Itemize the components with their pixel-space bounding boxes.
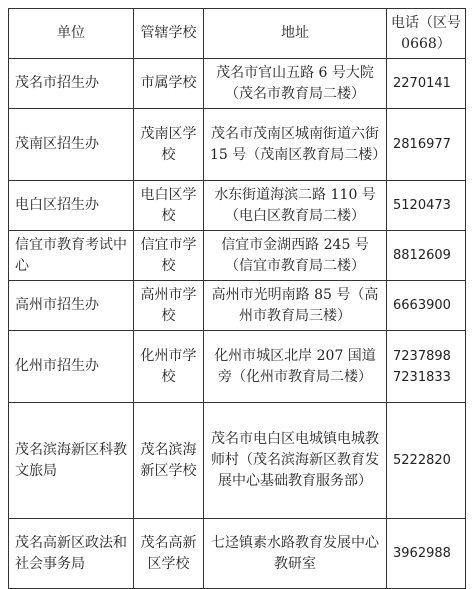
school-cell: 茂名高新区学校 <box>134 519 204 589</box>
phone-cell <box>387 403 466 519</box>
unit-cell: 信宜市教育考试中心 <box>9 231 134 281</box>
table-row <box>9 403 466 519</box>
address-cell: 茂名市茂南区城南街道六街 15 号（茂南区教育局二楼） <box>204 109 387 181</box>
address-cell: 七迳镇素水路教育发展中心教研室 <box>204 519 387 589</box>
unit-cell: 电白区招生办 <box>9 181 134 231</box>
table-row <box>9 519 466 589</box>
address-cell: 高州市光明南路 85 号（高州市教育局三楼） <box>204 281 387 331</box>
phone-number: 7237898 <box>393 348 451 364</box>
phone-number: 5120473 <box>393 198 451 213</box>
table-row <box>9 231 466 281</box>
table-row <box>9 59 466 109</box>
phone-number: 8812609 <box>393 248 451 263</box>
phone-cell <box>387 181 466 231</box>
recruitment-office-table <box>8 8 466 589</box>
table-row <box>9 109 466 181</box>
phone-cell <box>387 519 466 589</box>
phone-number: 6663900 <box>393 298 451 313</box>
table-row <box>9 181 466 231</box>
school-cell: 茂南区学校 <box>134 109 204 181</box>
school-cell: 高州市学校 <box>134 281 204 331</box>
phone-cell <box>387 281 466 331</box>
unit-cell: 茂名高新区政法和社会事务局 <box>9 519 134 589</box>
unit-cell: 化州市招生办 <box>9 331 134 403</box>
phone-cell <box>387 231 466 281</box>
table-row <box>9 331 466 403</box>
phone-number: 5222820 <box>393 453 451 468</box>
phone-cell <box>387 331 466 403</box>
header-phone: 电话（区号 0668） <box>387 9 466 59</box>
address-cell: 茂名市官山五路 6 号大院（茂名市教育局二楼） <box>204 59 387 109</box>
header-address: 地址 <box>204 9 387 59</box>
table-row <box>9 281 466 331</box>
phone-cell <box>387 59 466 109</box>
school-cell: 茂名滨海新区学校 <box>134 403 204 519</box>
unit-cell: 高州市招生办 <box>9 281 134 331</box>
unit-cell: 茂名滨海新区科教文旅局 <box>9 403 134 519</box>
school-cell: 化州市学校 <box>134 331 204 403</box>
address-cell: 茂名市电白区电城镇电城教师村（茂名滨海新区教育发展中心基础教育服务部） <box>204 403 387 519</box>
unit-cell: 茂南区招生办 <box>9 109 134 181</box>
unit-cell: 茂名市招生办 <box>9 59 134 109</box>
phone-number: 3962988 <box>393 546 451 561</box>
phone-number: 7231833 <box>393 369 451 385</box>
phone-number: 2816977 <box>393 137 451 152</box>
address-cell: 信宜市金湖西路 245 号（信宜市教育局二楼） <box>204 231 387 281</box>
phone-cell <box>387 109 466 181</box>
header-school: 管辖学校 <box>134 9 204 59</box>
address-cell: 化州市城区北岸 207 国道旁（化州市教育局二楼） <box>204 331 387 403</box>
phone-number: 2270141 <box>393 76 451 91</box>
school-cell: 信宜市学校 <box>134 231 204 281</box>
address-cell: 水东街道海滨二路 110 号（电白区教育局二楼） <box>204 181 387 231</box>
header-row <box>9 9 466 59</box>
school-cell: 市属学校 <box>134 59 204 109</box>
header-unit: 单位 <box>9 9 134 59</box>
school-cell: 电白区学校 <box>134 181 204 231</box>
